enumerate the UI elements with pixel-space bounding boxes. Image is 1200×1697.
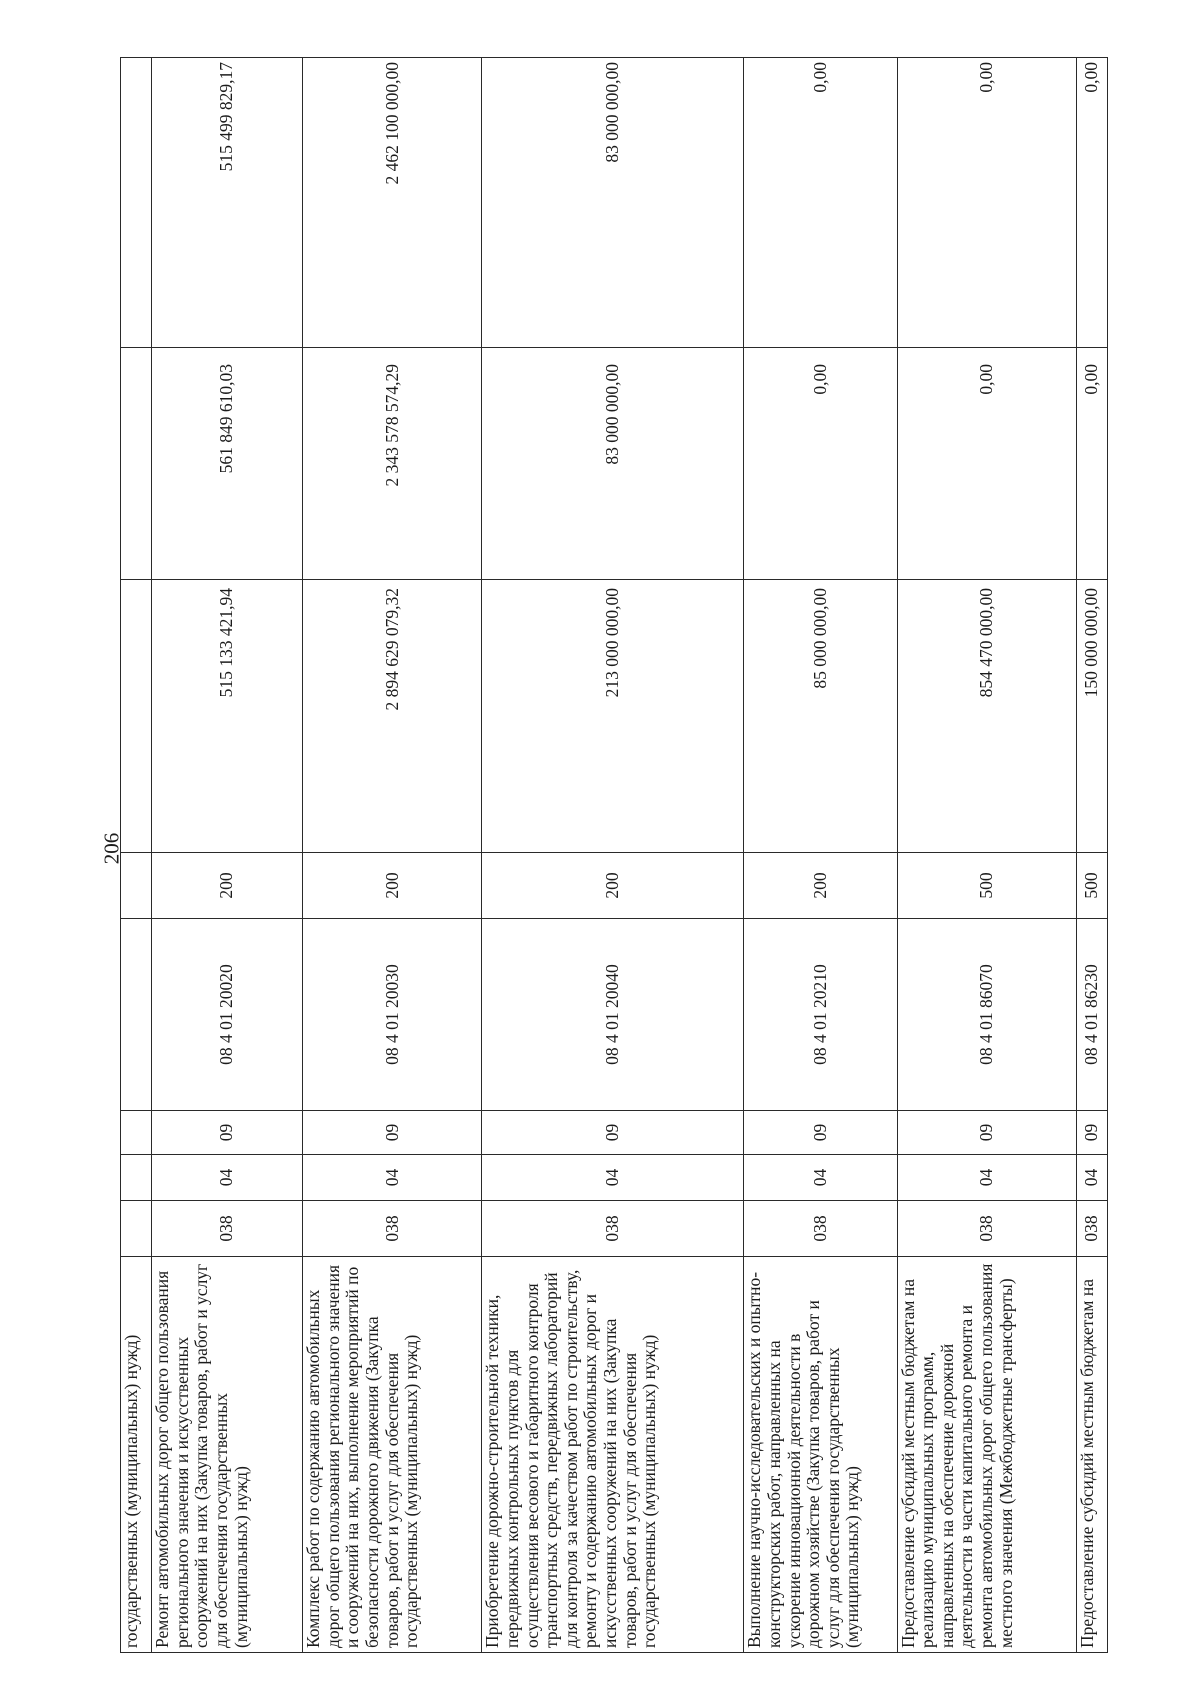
row-name: государственных (муниципальных) нужд): [121, 1257, 152, 1653]
amount-2: 2 343 578 574,29: [303, 348, 482, 580]
expense-type-code: 500: [897, 853, 1076, 919]
subsection-code: 09: [1076, 1111, 1107, 1155]
table-row: [1076, 58, 1107, 1653]
section-code: 04: [897, 1155, 1076, 1201]
row-name: Предоставление субсидий местным бюджетам на: [1076, 1257, 1107, 1653]
table-row: [303, 58, 482, 1653]
amount-1: 213 000 000,00: [482, 580, 744, 853]
row-name: Предоставление субсидий местным бюджетам на реализацию муниципальных программ, направленных на обеспечение дорожной деятельности в части капитального ремонта и ремонта автомобильных дорог общего пользования местного значения (Межбюджетные трансферты): [897, 1257, 1076, 1653]
expense-type-code: 500: [1076, 853, 1107, 919]
empty-cell: [121, 58, 152, 348]
amount-2: 0,00: [744, 348, 897, 580]
ministry-code: 038: [744, 1201, 897, 1257]
expense-type-code: 200: [744, 853, 897, 919]
subsection-code: 09: [744, 1111, 897, 1155]
section-code: 04: [152, 1155, 303, 1201]
table-row: [482, 58, 744, 1653]
ministry-code: 038: [303, 1201, 482, 1257]
row-name: Комплекс работ по содержанию автомобильных дорог общего пользования регионального значения и сооружений на них, выполнение мероприятий по безопасности дорожного движения (Закупка товаров, работ и услуг для обеспечения государственных (муниципальных) нужд): [303, 1257, 482, 1653]
budget-table: [120, 57, 1108, 1653]
table-row: [121, 58, 152, 1653]
empty-cell: [121, 1201, 152, 1257]
table-row: [744, 58, 897, 1653]
section-code: 04: [1076, 1155, 1107, 1201]
ministry-code: 038: [152, 1201, 303, 1257]
amount-3: 2 462 100 000,00: [303, 58, 482, 348]
section-code: 04: [482, 1155, 744, 1201]
row-name: Выполнение научно-исследовательских и опытно-конструкторских работ, направленных на ускорение инновационной деятельности в дорожном хозяйстве (Закупка товаров, работ и услуг для обеспечения государственных (муниципальных) нужд): [744, 1257, 897, 1653]
ministry-code: 038: [1076, 1201, 1107, 1257]
ministry-code: 038: [482, 1201, 744, 1257]
amount-2: 83 000 000,00: [482, 348, 744, 580]
row-name: Приобретение дорожно-строительной техники, передвижных контрольных пунктов для осуществления весового и габаритного контроля транспортных средств, передвижных лабораторий для контроля за качеством работ по строительству, ремонту и содержанию автомобильных дорог и искусственных сооружений на них (Закупка товаров, работ и услуг для обеспечения государственных (муниципальных) нужд): [482, 1257, 744, 1653]
amount-2: 0,00: [897, 348, 1076, 580]
empty-cell: [121, 580, 152, 853]
section-code: 04: [303, 1155, 482, 1201]
target-code: 08 4 01 86070: [897, 919, 1076, 1111]
amount-1: 150 000 000,00: [1076, 580, 1107, 853]
target-code: 08 4 01 20020: [152, 919, 303, 1111]
amount-3: 83 000 000,00: [482, 58, 744, 348]
amount-2: 561 849 610,03: [152, 348, 303, 580]
amount-3: 0,00: [744, 58, 897, 348]
expense-type-code: 200: [303, 853, 482, 919]
subsection-code: 09: [152, 1111, 303, 1155]
target-code: 08 4 01 86230: [1076, 919, 1107, 1111]
subsection-code: 09: [303, 1111, 482, 1155]
rotated-table-wrapper: [120, 58, 1108, 1653]
target-code: 08 4 01 20030: [303, 919, 482, 1111]
amount-3: 0,00: [1076, 58, 1107, 348]
empty-cell: [121, 1155, 152, 1201]
target-code: 08 4 01 20210: [744, 919, 897, 1111]
table-row: [152, 58, 303, 1653]
empty-cell: [121, 919, 152, 1111]
ministry-code: 038: [897, 1201, 1076, 1257]
target-code: 08 4 01 20040: [482, 919, 744, 1111]
subsection-code: 09: [482, 1111, 744, 1155]
subsection-code: 09: [897, 1111, 1076, 1155]
section-code: 04: [744, 1155, 897, 1201]
empty-cell: [121, 1111, 152, 1155]
amount-1: 854 470 000,00: [897, 580, 1076, 853]
empty-cell: [121, 853, 152, 919]
amount-1: 515 133 421,94: [152, 580, 303, 853]
amount-1: 2 894 629 079,32: [303, 580, 482, 853]
page-number: 206: [99, 832, 124, 865]
expense-type-code: 200: [152, 853, 303, 919]
amount-3: 0,00: [897, 58, 1076, 348]
row-name: Ремонт автомобильных дорог общего пользования регионального значения и искусственных сооружений на них (Закупка товаров, работ и услуг для обеспечения государственных (муниципальных) нужд): [152, 1257, 303, 1653]
empty-cell: [121, 348, 152, 580]
amount-2: 0,00: [1076, 348, 1107, 580]
expense-type-code: 200: [482, 853, 744, 919]
amount-1: 85 000 000,00: [744, 580, 897, 853]
amount-3: 515 499 829,17: [152, 58, 303, 348]
table-row: [897, 58, 1076, 1653]
